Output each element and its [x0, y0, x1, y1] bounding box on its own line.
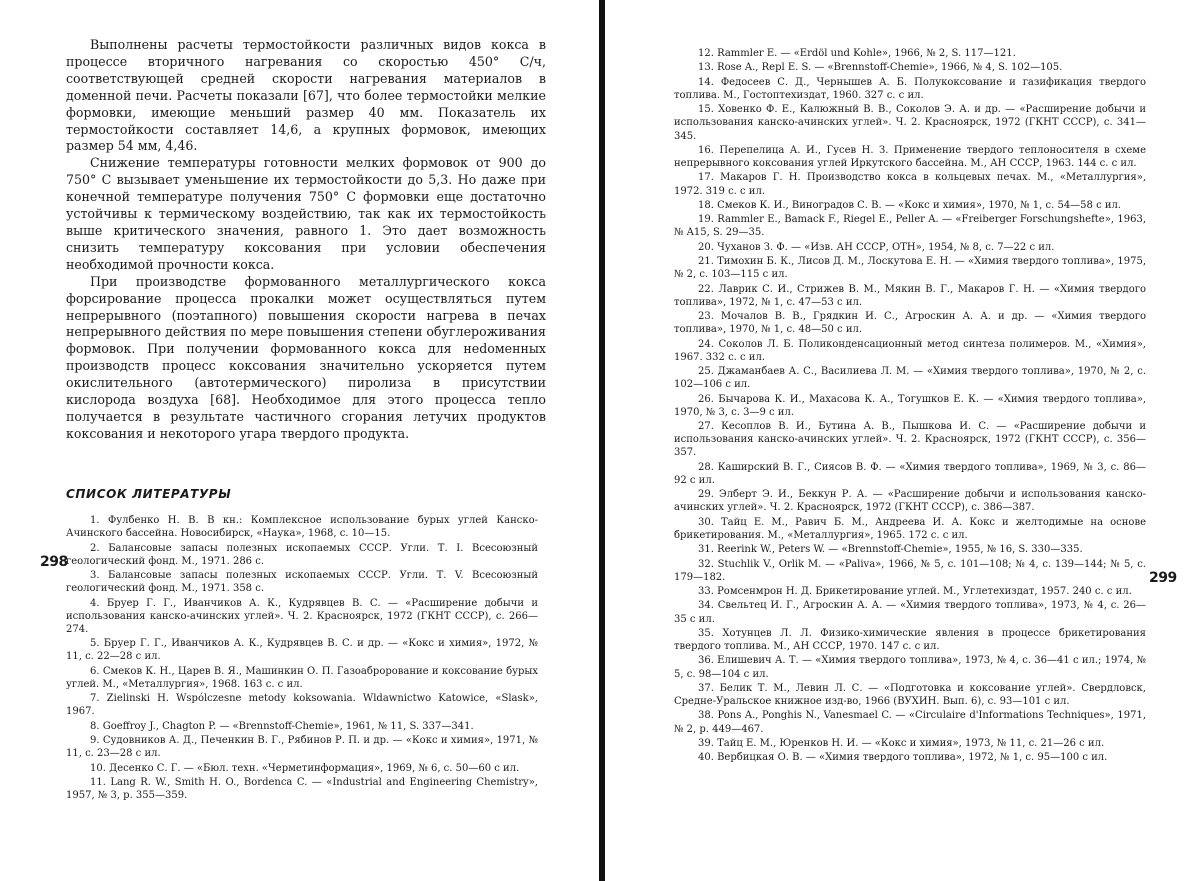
- reference-item: 35. Хотунцев Л. Л. Физико-химические явления в процессе брикетирования твердого топлива. М., АН СССР, 1970. 147 с. с ил.: [674, 627, 1146, 653]
- reference-item: 26. Бычарова К. И., Махасова К. А., Тогушков Е. К. — «Химия твердого топлива», 1970, № 3, с. 3—9 с ил.: [674, 393, 1146, 418]
- reference-item: 8. Goeffroy J., Chagton P. — «Brennstoff-Chemie», 1961, № 11, S. 337—341.: [90, 720, 474, 732]
- reference-item: 24. Соколов Л. Б. Поликонденсационный метод синтеза полимеров. М., «Химия», 1967. 332 с. с ил.: [674, 338, 1146, 363]
- reference-item: 32. Stuchlik V., Orlik M. — «Paliva», 1966, № 5, с. 101—108; № 4, с. 139—144; № 5, с. 179—182.: [674, 558, 1146, 583]
- reference-item: 39. Тайц Е. М., Юренков Н. И. — «Кокс и химия», 1973, № 11, с. 21—26 с ил.: [698, 737, 1105, 749]
- reference-item: 17. Макаров Г. Н. Производство кокса в кольцевых печах. М., «Металлургия», 1972. 319 с. с ил.: [674, 172, 1146, 197]
- reference-item: 14. Федосеев С. Д., Чернышев А. Б. Полукоксование и газификация твердого топлива. М., Гостоптехиздат, 1960. 327 с. с ил.: [674, 76, 1146, 101]
- reference-item: 38. Pons A., Ponghis N., Vanesmael C. — «Circulaire d'Informations Techniques», 1971, № 2, p. 449—467.: [674, 710, 1146, 735]
- reference-item: 18. Смеков К. И., Виноградов С. В. — «Кокс и химия», 1970, № 1, с. 54—58 с ил.: [698, 199, 1122, 211]
- reference-item: 30. Тайц Е. М., Равич Б. М., Андреева И. А. Кокс и желтодимые на основе брикетирования. М., «Металлургия», 1965. 172 с. с ил.: [674, 516, 1146, 541]
- reference-item: 6. Смеков К. Н., Царев В. Я., Машинкин О. П. Газоаброрование и коксование бурых углей. М., «Металлургия», 1968. 163 с. с ил.: [66, 665, 538, 690]
- reference-item: 12. Rammler E. — «Erdöl und Kohle», 1966, № 2, S. 117—121.: [698, 48, 1016, 59]
- page-number-left: 298: [40, 554, 68, 570]
- reference-item: 34. Свельтец И. Г., Агроскин А. А. — «Химия твердого топлива», 1973, № 4, с. 26—35 с ил.: [674, 600, 1146, 625]
- reference-list-right: [674, 47, 1146, 766]
- reference-item: 29. Элберт Э. И., Беккун Р. А. — «Расширение добычи и использования канско-ачинских углей». Ч. 2. Красноярск, 1972 (ГКНТ СССР), с. 386—387.: [674, 489, 1146, 514]
- reference-item: 37. Белик Т. М., Левин Л. С. — «Подготовка и коксование углей». Свердловск, Средне-Уральское книжное изд-во, 1966 (ВУХИН. Вып. 6), с. 93—101 с ил.: [674, 682, 1146, 708]
- paragraph: Выполнены расчеты термостойкости различных видов кокса в процессе вторичного нагревания со скоростью 450° С/ч, соответствующей средней скорости нагревания материалов в доменной печи. Расчеты показали [67], что более термостойки мелкие формовки, имеющие меньший размер 40 мм. Показатель их термостойкости составляет 14,6, а крупных формовок, имеющих размер 54 мм, 4,46.: [66, 37, 546, 154]
- reference-item: 22. Лаврик С. И., Стрижев В. М., Мякин В. Г., Макаров Г. Н. — «Химия твердого топлива», 1972, № 1, с. 47—53 с ил.: [674, 283, 1146, 308]
- reference-item: 19. Rammler E., Bamack F., Riegel E., Peller A. — «Freiberger Forschungshefte», 1963, № A15, S. 29—35.: [674, 214, 1146, 239]
- reference-item: 11. Lang R. W., Smith H. O., Bordenca C. — «Industrial and Engineering Chemistry», 1957, № 3, p. 355—359.: [66, 776, 538, 801]
- reference-item: 3. Балансовые запасы полезных ископаемых СССР. Угли. Т. V. Всесоюзный геологический фонд. М., 1971. 358 с.: [66, 570, 538, 595]
- reference-item: 36. Елишевич А. Т. — «Химия твердого топлива», 1973, № 4, с. 36—41 с ил.; 1974, № 5, с. 98—104 с ил.: [674, 655, 1146, 680]
- reference-item: 33. Ромсенмрон Н. Д. Брикетирование углей. М., Углетехиздат, 1957. 240 с. с ил.: [698, 586, 1132, 598]
- reference-item: 28. Каширский В. Г., Сиясов В. Ф. — «Химия твердого топлива», 1969, № 3, с. 86—92 с ил.: [674, 461, 1146, 486]
- reference-item: 21. Тимохин Б. К., Лисов Д. М., Лоскутова Е. Н. — «Химия твердого топлива», 1975, № 2, с. 103—115 с ил.: [674, 256, 1146, 281]
- reference-item: 5. Бруер Г. Г., Иванчиков А. К., Кудрявцев В. С. и др. — «Кокс и химия», 1972, № 11, с. 22—28 с ил.: [66, 638, 538, 663]
- book-gutter: [599, 0, 605, 881]
- reference-item: 13. Rose A., Repl E. S. — «Brennstoff-Chemie», 1966, № 4, S. 102—105.: [698, 62, 1063, 74]
- reference-item: 40. Вербицкая О. В. — «Химия твердого топлива», 1972, № 1, с. 95—100 с ил.: [698, 752, 1108, 764]
- reference-list-left: [66, 514, 538, 803]
- reference-item: 7. Zielinski H. Wspólczesne metody koksowania. Wldawnictwo Katowice, «Slask», 1967.: [66, 693, 538, 718]
- paragraph: При производстве формованного металлургического кокса форсирование процесса прокалки может осуществляться путем непрерывного (поэтапного) повышения скорости нагрева в печах непрерывного действия по мере повышения степени обуглероживания формовок. При получении формованного кокса для неdoменных производств процесс коксования значительно ускоряется путем окислительного (автотермического) пиролиза в присутствии кислорода воздуха [68]. Необходимое для этого процесса тепло получается в результате частичного сгорания летучих продуктов коксования и некоторого угара твердого продукта.: [66, 273, 546, 441]
- reference-item: 25. Джаманбаев А. С., Василиева Л. М. — «Химия твердого топлива», 1970, № 2, с. 102—106 с ил.: [674, 366, 1146, 391]
- bibliography-heading: СПИСОК ЛИТЕРАТУРЫ: [66, 487, 232, 501]
- paragraph: Снижение температуры готовности мелких формовок от 900 до 750° С вызывает уменьшение их термостойкости до 5,3. Но даже при конечной температуре получения 750° С формовки еще достаточно устойчивы к термическому воздействию, так как их термостойкость выше критического значения, равного 1. Это дает возможность снизить температуру коксования при условии обеспечения необходимой прочности кокса.: [66, 155, 546, 272]
- reference-item: 16. Перепелица А. И., Гусев Н. З. Применение твердого теплоносителя в схеме непрерывного коксования углей Иркутского бассейна. М., АН СССР, 1963. 144 с. с ил.: [674, 144, 1146, 169]
- reference-item: 4. Бруер Г. Г., Иванчиков А. К., Кудрявцев В. С. — «Расширение добычи и использования канско-ачинских углей». Ч. 2. Красноярск, 1972 (ГКНТ СССР), с. 266—274.: [66, 597, 538, 635]
- reference-item: 1. Фулбенко Н. В. В кн.: Комплексное использование бурых углей Канско-Ачинского бассейна. Новосибирск, «Наука», 1968, с. 10—15.: [66, 515, 538, 540]
- page-number-right: 299: [1149, 570, 1177, 586]
- body-text: [66, 37, 546, 443]
- reference-item: 20. Чуханов З. Ф. — «Изв. АН СССР, ОТН», 1954, № 8, с. 7—22 с ил.: [698, 241, 1055, 253]
- reference-item: 2. Балансовые запасы полезных ископаемых СССР. Угли. Т. I. Всесоюзный геологический фонд. М., 1971. 286 с.: [66, 542, 538, 567]
- reference-item: 10. Десенко С. Г. — «Бюл. техн. «Черметинформация», 1969, № 6, с. 50—60 с ил.: [90, 762, 520, 774]
- reference-item: 23. Мочалов В. В., Грядкин И. С., Агроскин А. А. и др. — «Химия твердого топлива», 1970, № 1, с. 48—50 с ил.: [674, 311, 1146, 336]
- reference-item: 15. Ховенко Ф. Е., Калюжный В. В., Соколов Э. А. и др. — «Расширение добычи и использования канско-ачинских углей». Ч. 2. Красноярск, 1972 (ГКНТ СССР), с. 341—345.: [674, 104, 1146, 142]
- reference-item: 27. Кесоплов В. И., Бутина А. В., Пышкова И. С. — «Расширение добычи и использования канско-ачинских углей». Ч. 2. Красноярск, 1972 (ГКНТ СССР), с. 356—357.: [674, 421, 1146, 459]
- reference-item: 31. Reerink W., Peters W. — «Brennstoff-Chemie», 1955, № 16, S. 330—335.: [698, 544, 1083, 556]
- reference-item: 9. Судовников А. Д., Печенкин В. Г., Рябинов Р. П. и др. — «Кокс и химия», 1971, № 11, с. 23—28 с ил.: [66, 735, 538, 760]
